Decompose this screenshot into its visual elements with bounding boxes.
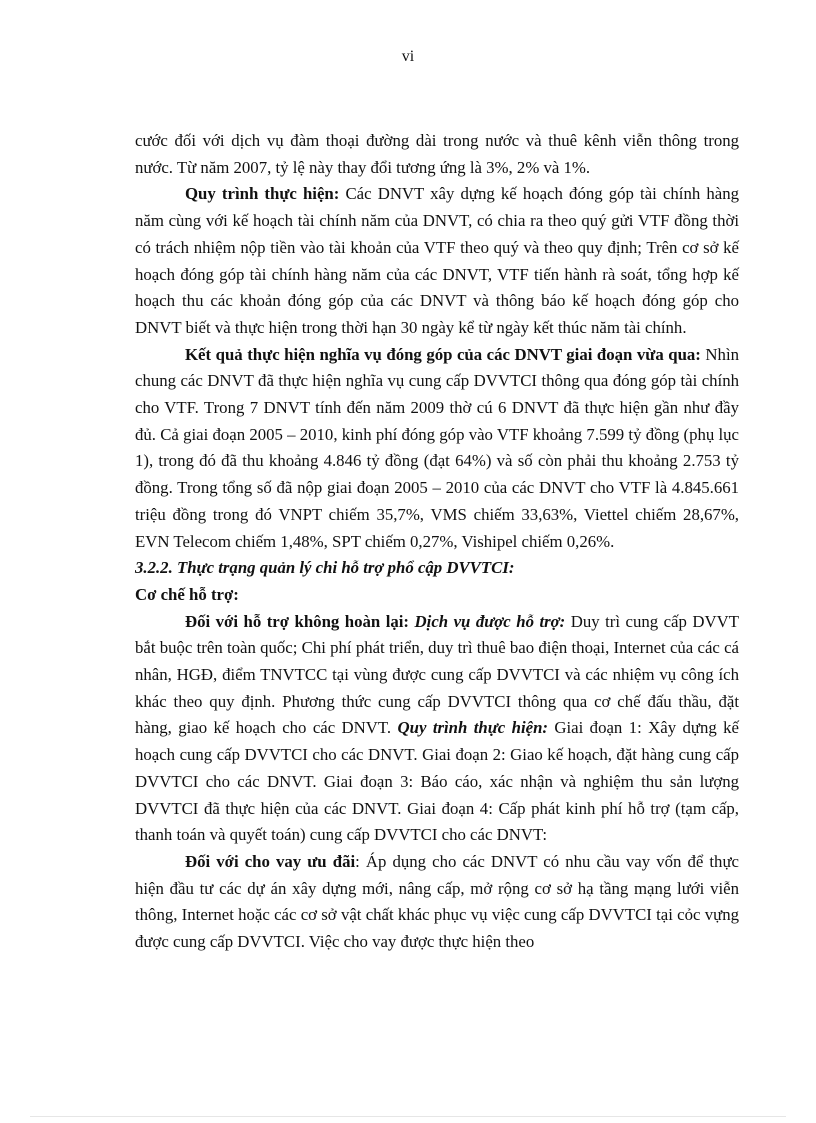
bottom-divider bbox=[30, 1116, 786, 1117]
body-text bbox=[135, 128, 739, 956]
procedure-text: Giai đoạn 1: Xây dựng kế hoạch cung cấp DVVTCI cho các DNVT. Giai đoạn 2: Giao kế hoạch, đặt hàng cung cấp DVVTCI cho các DNVT. Giai đoạn 3: Báo cáo, xác nhận và nghiệm thu sản lượng DVVTCI đã thực hiện của các DNVT. Giai đoạn 4: Cấp phát kinh phí hỗ trợ (tạm cấp, thanh toán và quyết toán) cung cấp DVVTCI cho các DNVT: bbox=[135, 718, 739, 845]
supported-service-label: Dịch vụ được hỗ trợ: bbox=[414, 611, 566, 631]
section-heading: 3.2.2. Thực trạng quản lý chi hỗ trợ phổ cập DVVTCI: bbox=[135, 558, 515, 578]
loans-text: : Áp dụng cho các DNVT có nhu cầu vay vốn để thực hiện đầu tư các dự án xây dựng mới, nâng cấp, mở rộng cơ sở hạ tầng mạng lưới viễn thông, Internet hoặc các cơ sở vật chất khác phục vụ việc cung cấp DVVTCI tại cỏc vựng được cung cấp DVVTCI. Việc cho vay được thực hiện theo bbox=[135, 851, 739, 952]
paragraph-continuation: cước đối với dịch vụ đàm thoại đường dài trong nước và thuê kênh viễn thông trong nước. Từ năm 2007, tỷ lệ này thay đổi tương ứng là 3%, 2% và 1%. bbox=[135, 131, 739, 177]
paragraph-results bbox=[135, 342, 739, 556]
paragraph-preferential-loans bbox=[135, 849, 739, 956]
paragraph-process bbox=[135, 181, 739, 341]
paragraph-non-refundable bbox=[135, 609, 739, 849]
sub-heading: Cơ chế hỗ trợ: bbox=[135, 584, 239, 604]
process-label: Quy trình thực hiện: bbox=[185, 184, 340, 204]
results-label: Kết quả thực hiện nghĩa vụ đóng góp của các DNVT giai đoạn vừa qua: bbox=[185, 344, 701, 364]
process-text: Các DNVT xây dựng kế hoạch đóng góp tài chính hàng năm cùng với kế hoạch tài chính năm của DNVT, có chia ra theo quý gửi VTF đồng thời có trách nhiệm nộp tiền vào tài khoản của VTF theo quý và theo quy định; Trên cơ sở kế hoạch đóng góp tài chính hàng năm của các DNVT, VTF tiến hành rà soát, tổng hợp kế hoạch thu các khoản đóng góp của các DNVT và thông báo kế hoạch đóng góp cho DNVT biết và thực hiện trong thời hạn 30 ngày kể từ ngày kết thúc năm tài chính. bbox=[135, 184, 739, 337]
results-text: Nhìn chung các DNVT đã thực hiện nghĩa vụ cung cấp DVVTCI thông qua đóng góp tài chính cho VTF. Trong 7 DNVT tính đến năm 2009 thờ cú 6 DNVT đã thực hiện gần như đầy đủ. Cả giai đoạn 2005 – 2010, kinh phí đóng góp vào VTF khoảng 7.599 tỷ đồng (phụ lục 1), trong đó đã thu khoảng 4.846 tỷ đồng (đạt 64%) và số còn phải thu khoảng 2.753 tỷ đồng. Trong tổng số đã nộp giai đoạn 2005 – 2010 của các DNVT cho VTF là 4.845.661 triệu đồng trong đó VNPT chiếm 35,7%, VMS chiếm 33,63%, Viettel chiếm 28,67%, EVN Telecom chiếm 1,48%, SPT chiếm 0,27%, Vishipel chiếm 0,26%. bbox=[135, 344, 739, 551]
non-refundable-text: Duy trì cung cấp DVVT bắt buộc trên toàn quốc; Chi phí phát triển, duy trì thuê bao điện thoại, Internet của các cá nhân, HGĐ, điểm TNVTCC tại vùng được cung cấp DVVTCI và các nhiệm vụ công ích khác theo quy định. Phương thức cung cấp DVVTCI thông qua cơ chế đấu thầu, đặt hàng, giao kế hoạch cho các DNVT. bbox=[135, 611, 739, 738]
loans-label: Đối với cho vay ưu đãi bbox=[185, 851, 356, 871]
page-number: vi bbox=[401, 48, 415, 65]
procedure-label: Quy trình thực hiện: bbox=[397, 718, 548, 738]
non-refundable-label: Đối với hỗ trợ không hoàn lại: bbox=[185, 611, 410, 631]
